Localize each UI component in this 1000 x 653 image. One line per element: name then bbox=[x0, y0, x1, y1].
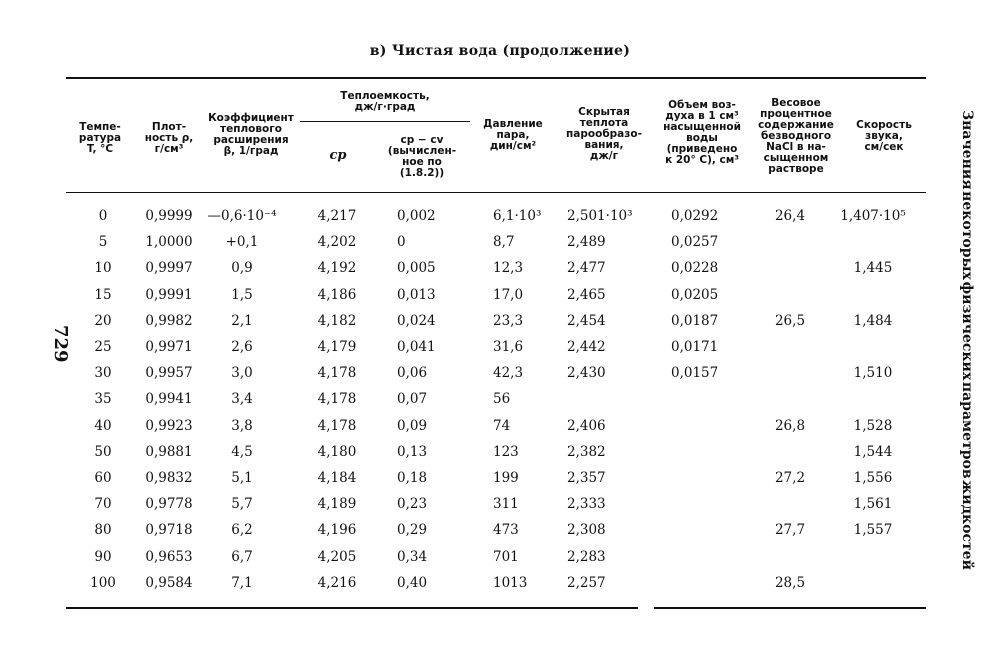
cell-cp: 4,216 bbox=[317, 574, 357, 591]
header-line: расширения bbox=[213, 134, 289, 146]
cell-latent-heat: 2,406 bbox=[567, 417, 606, 434]
cell-latent-heat: 2,333 bbox=[567, 496, 606, 513]
header-line: безводного bbox=[760, 130, 832, 142]
header-line: к 20° С), см³ bbox=[665, 154, 739, 166]
cell-density: 0,9991 bbox=[145, 286, 193, 303]
header-line: дж/г bbox=[589, 150, 619, 162]
header-line: теплота bbox=[579, 117, 629, 129]
cell-temperature: 90 bbox=[94, 548, 112, 565]
cell-vapor-pressure: 311 bbox=[493, 496, 519, 513]
side-title-word: параметров bbox=[959, 381, 975, 479]
cell-temperature: 35 bbox=[94, 391, 112, 408]
cell-cp: 4,189 bbox=[317, 496, 357, 513]
header-line: (приведено bbox=[666, 143, 738, 155]
cell-cp: 4,184 bbox=[317, 470, 357, 486]
header-line: NaCl в на- bbox=[766, 141, 826, 153]
cell-expansion: 5,1 bbox=[231, 470, 253, 486]
header-line: Темпе- bbox=[79, 121, 121, 133]
cell-air-volume: 0,0171 bbox=[671, 339, 719, 355]
header-sound-speed bbox=[842, 120, 926, 153]
cell-expansion: 2,1 bbox=[231, 312, 253, 329]
cell-sound-speed: 1,556 bbox=[853, 470, 893, 486]
header-line: Давление bbox=[483, 118, 543, 130]
header-latent-heat bbox=[556, 107, 652, 162]
cell-cp-cv: 0,07 bbox=[397, 391, 428, 408]
cell-density: 0,9832 bbox=[145, 470, 193, 486]
header-line: (1.8.2)) bbox=[399, 167, 445, 179]
cell-sound-speed: 1,561 bbox=[853, 496, 893, 513]
cell-sound-speed: 1,407·10⁵ bbox=[840, 208, 906, 224]
cell-density: 0,9653 bbox=[145, 548, 193, 565]
cell-sound-speed: 1,557 bbox=[853, 522, 893, 539]
header-line: Весовое bbox=[771, 97, 821, 109]
cell-air-volume: 0,0292 bbox=[671, 208, 719, 224]
cell-density: 1,0000 bbox=[145, 234, 193, 251]
header-line: пара, bbox=[496, 129, 530, 141]
header-line: духа в 1 см³ bbox=[665, 110, 739, 122]
header-temperature bbox=[66, 122, 134, 155]
cell-density: 0,9971 bbox=[145, 339, 193, 355]
cell-nacl: 26,5 bbox=[774, 312, 806, 329]
header-vapor-pressure bbox=[472, 119, 554, 152]
cell-nacl: 27,7 bbox=[774, 522, 806, 539]
cell-latent-heat: 2,257 bbox=[567, 574, 606, 591]
cell-cp: 4,179 bbox=[317, 339, 357, 355]
heatcap-subrule bbox=[300, 121, 470, 122]
cell-density: 0,9718 bbox=[145, 522, 193, 539]
cell-vapor-pressure: 42,3 bbox=[493, 365, 524, 382]
cell-density: 0,9584 bbox=[145, 574, 193, 591]
header-line: содержание bbox=[758, 119, 834, 131]
cell-expansion: 6,2 bbox=[231, 522, 253, 539]
cell-air-volume: 0,0205 bbox=[671, 286, 719, 303]
cell-vapor-pressure: 12,3 bbox=[493, 260, 524, 277]
cell-expansion: 2,6 bbox=[231, 339, 253, 355]
header-heat-capacity bbox=[300, 91, 470, 113]
cell-expansion: 7,1 bbox=[231, 574, 253, 591]
cell-temperature: 20 bbox=[94, 312, 112, 329]
cell-cp: 4,205 bbox=[317, 548, 357, 565]
cell-vapor-pressure: 1013 bbox=[493, 574, 528, 591]
cell-vapor-pressure: 473 bbox=[493, 522, 519, 539]
cell-expansion: 5,7 bbox=[231, 496, 253, 513]
cell-temperature: 50 bbox=[94, 443, 112, 460]
cell-sound-speed: 1,445 bbox=[853, 260, 893, 277]
cell-temperature: 25 bbox=[94, 339, 112, 355]
cell-nacl: 28,5 bbox=[774, 574, 806, 591]
header-density bbox=[136, 122, 202, 155]
cell-cp-cv: 0,013 bbox=[397, 286, 436, 303]
side-title bbox=[959, 110, 975, 570]
cell-cp-cv: 0,09 bbox=[397, 417, 428, 434]
header-line: β, 1/град bbox=[223, 145, 279, 157]
cell-cp-cv: 0,18 bbox=[397, 470, 428, 486]
header-cp: cp bbox=[329, 148, 347, 163]
cell-latent-heat: 2,308 bbox=[567, 522, 606, 539]
header-line: звука, bbox=[865, 130, 903, 142]
cell-sound-speed: 1,528 bbox=[853, 417, 893, 434]
cell-latent-heat: 2,430 bbox=[567, 365, 606, 382]
header-line: Скрытая bbox=[578, 106, 630, 118]
cell-latent-heat: 2,382 bbox=[567, 443, 606, 460]
cell-density: 0,9982 bbox=[145, 312, 193, 329]
cell-expansion: +0,1 bbox=[225, 234, 259, 251]
cell-cp: 4,178 bbox=[317, 365, 357, 382]
cell-vapor-pressure: 23,3 bbox=[493, 312, 524, 329]
cell-cp: 4,192 bbox=[317, 260, 357, 277]
cell-cp: 4,180 bbox=[317, 443, 357, 460]
cell-cp-cv: 0,13 bbox=[397, 443, 428, 460]
header-air-volume bbox=[652, 100, 752, 166]
cell-cp: 4,186 bbox=[317, 286, 357, 303]
table-top-rule bbox=[66, 77, 926, 79]
cell-temperature: 100 bbox=[90, 574, 116, 591]
cell-air-volume: 0,0257 bbox=[671, 234, 719, 251]
cell-cp-cv: 0,40 bbox=[397, 574, 428, 591]
cell-cp-cv: 0,29 bbox=[397, 522, 428, 539]
header-line: вания, bbox=[584, 139, 624, 151]
cell-vapor-pressure: 56 bbox=[493, 391, 511, 408]
cell-vapor-pressure: 701 bbox=[493, 548, 519, 565]
cell-density: 0,9957 bbox=[145, 365, 193, 382]
cell-latent-heat: 2,283 bbox=[567, 548, 606, 565]
cell-nacl: 27,2 bbox=[774, 470, 806, 486]
header-line: ратура bbox=[78, 132, 122, 144]
cell-cp: 4,182 bbox=[317, 312, 357, 329]
cell-density: 0,9881 bbox=[145, 443, 193, 460]
cell-vapor-pressure: 8,7 bbox=[493, 234, 515, 251]
cell-cp-cv: 0,005 bbox=[397, 260, 436, 277]
header-line: дж/г·град bbox=[354, 101, 416, 113]
header-line: сыщенном bbox=[763, 152, 829, 164]
header-line: ность ρ, bbox=[144, 132, 194, 144]
cell-density: 0,9999 bbox=[145, 208, 193, 224]
cell-cp-cv: 0,002 bbox=[397, 208, 436, 224]
header-line: (вычислен- bbox=[387, 145, 457, 157]
cell-temperature: 15 bbox=[94, 286, 112, 303]
cell-expansion: 6,7 bbox=[231, 548, 253, 565]
cell-temperature: 60 bbox=[94, 470, 112, 486]
cell-density: 0,9778 bbox=[145, 496, 193, 513]
cell-vapor-pressure: 31,6 bbox=[493, 339, 524, 355]
cell-latent-heat: 2,357 bbox=[567, 470, 606, 486]
header-line: Плот- bbox=[151, 121, 187, 133]
cell-density: 0,9923 bbox=[145, 417, 193, 434]
cell-air-volume: 0,0187 bbox=[671, 312, 719, 329]
cell-temperature: 10 bbox=[94, 260, 112, 277]
header-line: насыщенной bbox=[663, 121, 741, 133]
header-rule bbox=[66, 192, 926, 193]
cell-cp-cv: 0,024 bbox=[397, 312, 436, 329]
cell-temperature: 30 bbox=[94, 365, 112, 382]
cell-sound-speed: 1,484 bbox=[853, 312, 893, 329]
side-title-word: некоторых bbox=[959, 191, 975, 280]
cell-temperature: 5 bbox=[98, 234, 108, 251]
caption-note: (продолжение) bbox=[502, 43, 631, 59]
header-line: Скорость bbox=[856, 119, 912, 131]
cell-latent-heat: 2,489 bbox=[567, 234, 606, 251]
cell-cp: 4,178 bbox=[317, 417, 357, 434]
header-line: г/см³ bbox=[154, 143, 184, 155]
cell-vapor-pressure: 6,1·10³ bbox=[493, 208, 542, 224]
side-title-word: жидкостей bbox=[959, 480, 975, 570]
header-line: см/сек bbox=[864, 141, 904, 153]
cell-temperature: 70 bbox=[94, 496, 112, 513]
cell-expansion: 1,5 bbox=[231, 286, 253, 303]
cell-cp-cv: 0,041 bbox=[397, 339, 436, 355]
cell-latent-heat: 2,477 bbox=[567, 260, 606, 277]
cell-vapor-pressure: 123 bbox=[493, 443, 519, 460]
cell-cp-cv: 0,23 bbox=[397, 496, 428, 513]
header-line: теплового bbox=[220, 123, 282, 135]
header-line: процентное bbox=[760, 108, 832, 120]
cell-expansion: 4,5 bbox=[231, 443, 253, 460]
side-title-word: Значения bbox=[959, 110, 975, 190]
header-cp-cv bbox=[372, 135, 472, 179]
cell-cp-cv: 0 bbox=[397, 234, 406, 251]
cell-expansion: 3,8 bbox=[231, 417, 253, 434]
cell-density: 0,9941 bbox=[145, 391, 193, 408]
cell-vapor-pressure: 199 bbox=[493, 470, 519, 486]
table-caption bbox=[0, 43, 1000, 59]
header-line: растворе bbox=[768, 163, 824, 175]
cell-nacl: 26,8 bbox=[774, 417, 806, 434]
header-line: дин/см² bbox=[489, 140, 537, 152]
header-line: cp − cv bbox=[400, 134, 444, 146]
cell-temperature: 80 bbox=[94, 522, 112, 539]
header-line: парообразо- bbox=[566, 128, 642, 140]
cell-expansion: 3,4 bbox=[231, 391, 253, 408]
cell-expansion: 0,9 bbox=[231, 260, 253, 277]
table-bottom-rule-left bbox=[66, 607, 638, 609]
cell-sound-speed: 1,510 bbox=[853, 365, 893, 382]
cell-vapor-pressure: 17,0 bbox=[493, 286, 524, 303]
cell-latent-heat: 2,465 bbox=[567, 286, 606, 303]
cell-expansion: —0,6·10⁻⁴ bbox=[207, 208, 277, 224]
cell-latent-heat: 2,442 bbox=[567, 339, 606, 355]
cell-temperature: 0 bbox=[98, 208, 108, 224]
header-line: ное по bbox=[402, 156, 442, 168]
table-bottom-rule-right bbox=[654, 607, 926, 609]
header-expansion bbox=[202, 113, 300, 157]
cell-air-volume: 0,0228 bbox=[671, 260, 719, 277]
caption-title: Чистая вода bbox=[391, 43, 498, 59]
cell-cp: 4,217 bbox=[317, 208, 357, 224]
cell-cp-cv: 0,34 bbox=[397, 548, 428, 565]
cell-cp: 4,196 bbox=[317, 522, 357, 539]
cell-cp: 4,178 bbox=[317, 391, 357, 408]
header-line: T, °C bbox=[86, 143, 114, 155]
cell-cp-cv: 0,06 bbox=[397, 365, 428, 382]
header-line: Теплоемкость, bbox=[340, 90, 430, 102]
header-line: Коэффициент bbox=[208, 112, 294, 124]
cell-density: 0,9997 bbox=[145, 260, 193, 277]
cell-expansion: 3,0 bbox=[231, 365, 253, 382]
cell-cp: 4,202 bbox=[317, 234, 357, 251]
cell-nacl: 26,4 bbox=[774, 208, 806, 224]
page-number: 729 bbox=[50, 325, 71, 363]
header-line: воды bbox=[686, 132, 718, 144]
caption-label: в) bbox=[369, 43, 387, 59]
cell-vapor-pressure: 74 bbox=[493, 417, 511, 434]
cell-air-volume: 0,0157 bbox=[671, 365, 719, 382]
cell-latent-heat: 2,501·10³ bbox=[567, 208, 633, 224]
side-title-word: физических bbox=[959, 281, 975, 381]
cell-sound-speed: 1,544 bbox=[853, 443, 893, 460]
header-nacl-content bbox=[752, 98, 840, 175]
cell-latent-heat: 2,454 bbox=[567, 312, 606, 329]
header-line: Объем воз- bbox=[668, 99, 736, 111]
cell-temperature: 40 bbox=[94, 417, 112, 434]
